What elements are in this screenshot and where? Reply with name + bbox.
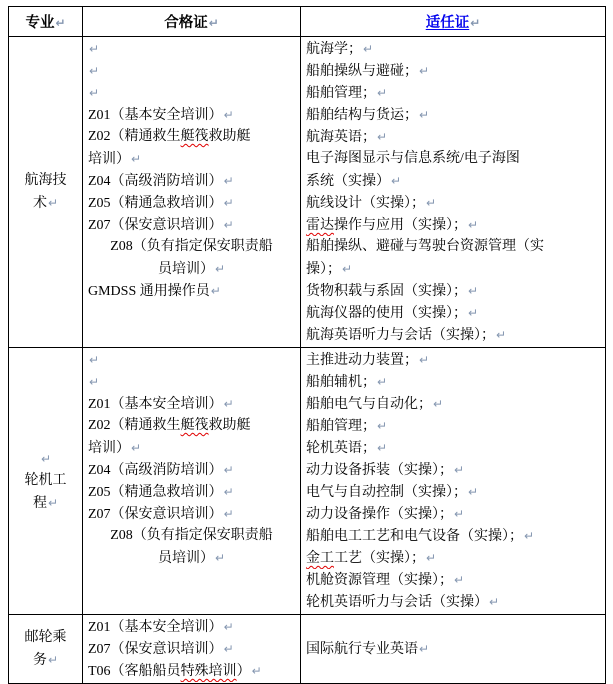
paragraph-line: [88, 148, 295, 170]
header-competency[interactable]: [301, 7, 606, 37]
text-run: 航线设计（实操）；: [306, 196, 425, 211]
spellcheck-flagged-text: 特殊培训: [180, 664, 237, 679]
text-run: 船舶管理；: [306, 419, 376, 434]
text-run: 主推进动力装置；: [306, 353, 418, 368]
line-break-mark: ↵: [454, 573, 465, 587]
text-run: 航海技: [24, 173, 67, 188]
competency-cell[interactable]: [301, 615, 606, 684]
text-run: 轮机英语；: [306, 441, 376, 456]
text-run: 船舶操纵与避碰；: [306, 64, 418, 79]
paragraph-line: [88, 503, 295, 525]
text-run: 货物积载与系固（实操）；: [306, 284, 467, 299]
table-row: [9, 348, 606, 615]
paragraph-line: [88, 371, 295, 393]
text-run: 航海英语听力与会话（实操）；: [306, 328, 495, 343]
paragraph-line: [306, 324, 600, 346]
line-break-mark: ↵: [419, 353, 430, 367]
line-break-mark: ↵: [391, 174, 402, 188]
text-run: 航海学；: [306, 42, 362, 57]
line-break-mark: ↵: [223, 174, 234, 188]
paragraph-line: [14, 170, 77, 192]
text-run: Z05（精通急救培训）: [88, 196, 223, 211]
text-run: 动力设备拆装（实操）；: [306, 463, 453, 478]
paragraph-line: [306, 638, 600, 660]
paragraph-line: [88, 38, 295, 60]
text-run: Z01（基本安全培训）: [88, 108, 223, 123]
line-break-mark: ↵: [223, 397, 234, 411]
text-run: Z08（负有指定保安职责船: [110, 239, 273, 254]
paragraph-line: [306, 415, 600, 437]
header-competency-link[interactable]: 适任证: [425, 15, 470, 31]
line-break-mark: ↵: [223, 507, 234, 521]
line-break-mark: ↵: [47, 496, 59, 510]
paragraph-line: [306, 349, 600, 371]
text-run: 系统（实操）: [306, 174, 390, 189]
text-run: Z04（高级消防培训）: [88, 463, 223, 478]
paragraph-line: [306, 525, 600, 547]
text-run: Z02（精通救生: [88, 129, 181, 144]
line-break-mark: ↵: [223, 108, 234, 122]
line-break-mark: ↵: [377, 375, 388, 389]
line-break-mark: ↵: [223, 196, 234, 210]
text-run: 船舶操纵、避碰与驾驶台资源管理（实: [306, 239, 544, 254]
line-break-mark: ↵: [419, 64, 430, 78]
text-run: Z01（基本安全培训）: [88, 397, 223, 412]
paragraph-line: [306, 280, 600, 302]
certificate-cell[interactable]: [83, 615, 301, 684]
competency-cell[interactable]: [301, 37, 606, 348]
paragraph-line: [306, 126, 600, 148]
paragraph-line: [306, 459, 600, 481]
text-run: 培训）: [88, 152, 130, 167]
paragraph-line: [88, 415, 295, 437]
table-row: [9, 37, 606, 348]
line-break-mark: ↵: [468, 485, 479, 499]
line-break-mark: ↵: [214, 551, 226, 565]
line-break-mark: ↵: [426, 551, 437, 565]
paragraph-line: [88, 82, 295, 104]
paragraph-line: [306, 503, 600, 525]
paragraph-line: [88, 616, 295, 638]
spellcheck-flagged-text: 艇筏: [180, 129, 209, 144]
text-run: 救助艇: [208, 129, 251, 144]
text-run: Z01（基本安全培训）: [88, 620, 223, 635]
line-break-mark: ↵: [251, 664, 262, 678]
text-run: Z02（精通救生: [88, 418, 181, 433]
line-break-mark: ↵: [223, 485, 234, 499]
text-run: 船舶辅机；: [306, 375, 376, 390]
line-break-mark: ↵: [377, 130, 388, 144]
paragraph-line: [306, 214, 600, 236]
paragraph-line: [88, 481, 295, 503]
paragraph-line: [306, 569, 600, 591]
text-run: 工艺（实操）；: [334, 551, 425, 566]
line-break-mark: ↵: [47, 196, 59, 210]
paragraph-line: [88, 525, 295, 547]
text-run: 船舶电工工艺和电气设备（实操）；: [306, 529, 523, 544]
paragraph-line: [88, 393, 295, 415]
line-break-mark: ↵: [377, 441, 388, 455]
text-run: 电子海图显示与信息系统/电子海图: [306, 151, 520, 166]
header-major[interactable]: [9, 7, 83, 37]
paragraph-line: [306, 236, 600, 258]
paragraph-line: [14, 448, 77, 470]
spellcheck-flagged-text: 艇筏: [180, 418, 209, 433]
line-break-mark: ↵: [419, 108, 430, 122]
certificates-table: [8, 6, 606, 684]
competency-cell[interactable]: [301, 348, 606, 615]
line-break-mark: ↵: [89, 353, 100, 367]
major-cell[interactable]: [9, 348, 83, 615]
line-break-mark: ↵: [524, 529, 535, 543]
text-run: 术: [32, 196, 47, 211]
line-break-mark: ↵: [496, 328, 507, 342]
line-break-mark: ↵: [377, 86, 388, 100]
line-break-mark: ↵: [223, 642, 234, 656]
paragraph-line: [306, 591, 600, 613]
text-run: Z04（高级消防培训）: [88, 174, 223, 189]
certificate-cell[interactable]: [83, 348, 301, 615]
text-run: T06（客船船员: [88, 664, 181, 679]
text-run: 救助艇: [208, 418, 251, 433]
line-break-mark: ↵: [89, 42, 100, 56]
paragraph-line: [306, 192, 600, 214]
paragraph-line: [14, 470, 77, 492]
text-run: Z07（保安意识培训）: [88, 507, 223, 522]
text-run: GMDSS 通用操作员: [88, 284, 210, 299]
text-run: Z07（保安意识培训）: [88, 642, 223, 657]
text-run: Z08（负有指定保安职责船: [110, 528, 273, 543]
header-row: [9, 7, 606, 37]
line-break-mark: ↵: [89, 86, 100, 100]
certificate-cell[interactable]: [83, 37, 301, 348]
line-break-mark: ↵: [363, 42, 374, 56]
paragraph-line: [88, 459, 295, 481]
line-break-mark: ↵: [454, 507, 465, 521]
major-cell[interactable]: [9, 37, 83, 348]
text-run: 邮轮乘: [24, 630, 67, 645]
text-run: 操作与应用（实操）；: [334, 218, 467, 233]
major-cell[interactable]: [9, 615, 83, 684]
text-run: 船舶管理；: [306, 86, 376, 101]
line-break-mark: ↵: [342, 262, 353, 276]
paragraph-line: [306, 104, 600, 126]
paragraph-line: [14, 192, 77, 214]
header-certificate-label: 合格证: [164, 15, 208, 31]
text-run: Z05（精通急救培训）: [88, 485, 223, 500]
line-break-mark: ↵: [426, 196, 437, 210]
paragraph-line: [306, 60, 600, 82]
text-run: 电气与自动控制（实操）；: [306, 485, 467, 500]
paragraph-line: [306, 481, 600, 503]
text-run: 员培训）: [157, 551, 214, 566]
text-run: 操）；: [306, 262, 341, 277]
table-body: [9, 37, 606, 684]
text-run: 培训）: [88, 441, 130, 456]
paragraph-line: [306, 258, 600, 280]
paragraph-line: [306, 82, 600, 104]
paragraph-line: [88, 170, 295, 192]
text-run: 国际航行专业英语: [306, 642, 418, 657]
line-break-mark: ↵: [468, 218, 479, 232]
paragraph-line: [88, 214, 295, 236]
paragraph-line: [306, 547, 600, 569]
line-break-mark: ↵: [131, 441, 142, 455]
line-break-mark: ↵: [55, 16, 66, 30]
paragraph-line: [88, 437, 295, 459]
line-break-mark: ↵: [468, 306, 479, 320]
line-break-mark: ↵: [131, 152, 142, 166]
text-run: 员培训）: [157, 262, 214, 277]
line-break-mark: ↵: [223, 218, 234, 232]
line-break-mark: ↵: [468, 284, 479, 298]
line-break-mark: ↵: [47, 653, 59, 667]
line-break-mark: ↵: [40, 452, 52, 466]
paragraph-line: [88, 192, 295, 214]
paragraph-line: [306, 38, 600, 60]
line-break-mark: ↵: [208, 16, 219, 30]
line-break-mark: ↵: [89, 375, 100, 389]
paragraph-line: [88, 547, 295, 569]
spellcheck-flagged-text: 雷达: [306, 218, 334, 233]
paragraph-line: [306, 393, 600, 415]
text-run: ）: [236, 664, 251, 679]
line-break-mark: ↵: [454, 463, 465, 477]
text-run: 轮机工: [24, 473, 67, 488]
paragraph-line: [306, 437, 600, 459]
text-run: 机舱资源管理（实操）；: [306, 573, 453, 588]
spellcheck-flagged-text: 金工: [306, 551, 334, 566]
line-break-mark: ↵: [89, 64, 100, 78]
paragraph-line: [88, 280, 295, 302]
paragraph-line: [306, 371, 600, 393]
paragraph-line: [14, 492, 77, 514]
line-break-mark: ↵: [470, 16, 481, 30]
paragraph-line: [88, 349, 295, 371]
line-break-mark: ↵: [377, 419, 388, 433]
line-break-mark: ↵: [419, 642, 430, 656]
table-row: [9, 615, 606, 684]
text-run: Z07（保安意识培训）: [88, 218, 223, 233]
line-break-mark: ↵: [210, 284, 221, 298]
paragraph-line: [88, 104, 295, 126]
paragraph-line: [306, 302, 600, 324]
paragraph-line: [306, 148, 600, 170]
line-break-mark: ↵: [489, 595, 500, 609]
text-run: 轮机英语听力与会话（实操）: [306, 595, 488, 610]
text-run: 航海英语；: [306, 130, 376, 145]
text-run: 船舶结构与货运；: [306, 108, 418, 123]
line-break-mark: ↵: [223, 463, 234, 477]
paragraph-line: [14, 627, 77, 649]
text-run: 程: [32, 496, 47, 511]
text-run: 航海仪器的使用（实操）；: [306, 306, 467, 321]
paragraph-line: [88, 126, 295, 148]
text-run: 务: [32, 653, 47, 668]
paragraph-line: [306, 170, 600, 192]
text-run: 船舶电气与自动化；: [306, 397, 432, 412]
paragraph-line: [88, 258, 295, 280]
header-major-label: 专业: [25, 15, 55, 31]
paragraph-line: [14, 649, 77, 671]
paragraph-line: [88, 638, 295, 660]
line-break-mark: ↵: [223, 620, 234, 634]
text-run: 动力设备操作（实操）；: [306, 507, 453, 522]
paragraph-line: [88, 60, 295, 82]
header-certificate[interactable]: [83, 7, 301, 37]
paragraph-line: [88, 236, 295, 258]
line-break-mark: ↵: [214, 262, 226, 276]
line-break-mark: ↵: [433, 397, 444, 411]
